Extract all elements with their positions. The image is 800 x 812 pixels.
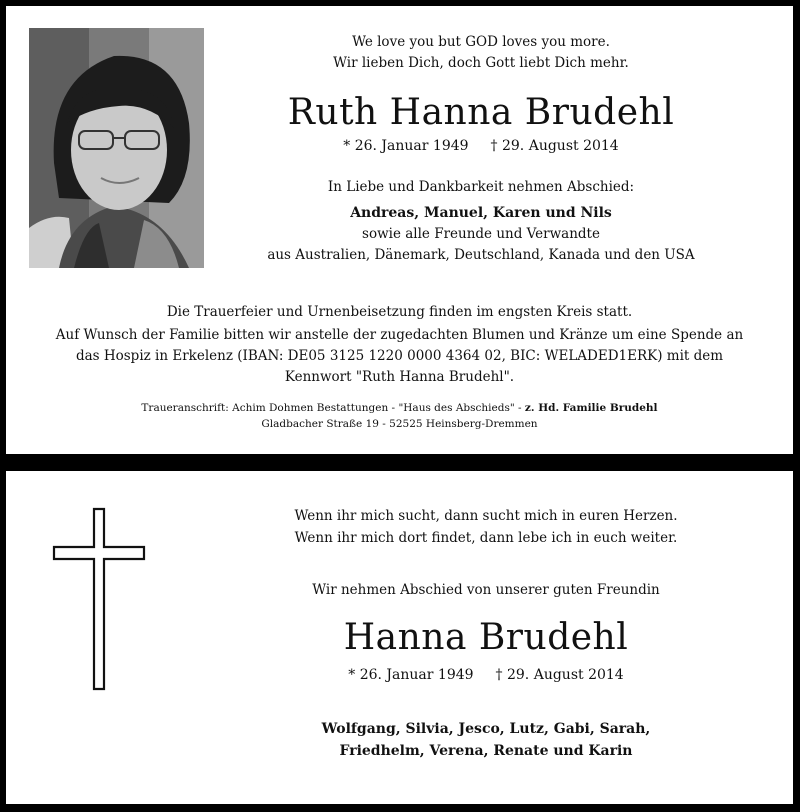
donation-request bbox=[6, 325, 793, 388]
death-date: † 29. August 2014 bbox=[495, 667, 624, 683]
address-line-2: Gladbacher Straße 19 - 52525 Heinsberg-Dremmen bbox=[261, 418, 538, 430]
farewell-intro: Wir nehmen Abschied von unserer guten Freundin bbox=[312, 582, 660, 598]
donation-line: das Hospiz in Erkelenz (IBAN: DE05 3125 1220 0000 4364 02, BIC: WELADED1ERK) mit dem bbox=[75, 348, 724, 364]
address-prefix: Traueranschrift: Achim Dohmen Bestattungen - "Haus des Abschieds" - bbox=[141, 402, 525, 414]
quote-line: Wenn ihr mich dort findet, dann lebe ich in euch weiter. bbox=[294, 530, 678, 546]
birth-date: * 26. Januar 1949 bbox=[348, 667, 474, 683]
death-date: † 29. August 2014 bbox=[490, 138, 619, 154]
obituary-notice-ruth-hanna-brudehl bbox=[6, 6, 793, 454]
cross-icon bbox=[52, 507, 146, 691]
address-line-1 bbox=[6, 400, 793, 416]
obituary-notice-hanna-brudehl bbox=[6, 471, 793, 804]
deceased-name: Hanna Brudehl bbox=[343, 617, 629, 658]
family-names: Andreas, Manuel, Karen und Nils bbox=[350, 205, 612, 221]
farewell-intro: In Liebe und Dankbarkeit nehmen Abschied: bbox=[327, 179, 635, 195]
address-recipient: z. Hd. Familie Brudehl bbox=[524, 402, 658, 414]
friends-line: Wolfgang, Silvia, Jesco, Lutz, Gabi, Sarah, bbox=[321, 721, 651, 737]
life-dates bbox=[216, 665, 756, 685]
motto-line: Wir lieben Dich, doch Gott liebt Dich mehr. bbox=[333, 55, 629, 71]
quote-block bbox=[216, 505, 756, 549]
relatives-line: sowie alle Freunde und Verwandte bbox=[362, 226, 600, 242]
funeral-service-info: Die Trauerfeier und Urnenbeisetzung finden im engsten Kreis statt. bbox=[166, 304, 633, 320]
friends-names bbox=[216, 718, 756, 762]
friends-line: Friedhelm, Verena, Renate und Karin bbox=[339, 743, 633, 759]
motto-line: We love you but GOD loves you more. bbox=[352, 34, 610, 50]
donation-line: Kennwort "Ruth Hanna Brudehl". bbox=[284, 369, 515, 385]
life-dates bbox=[256, 136, 706, 156]
donation-line: Auf Wunsch der Familie bitten wir anstelle der zugedachten Blumen und Kränze um eine Spende an bbox=[55, 327, 744, 343]
quote-line: Wenn ihr mich sucht, dann sucht mich in euren Herzen. bbox=[294, 508, 678, 524]
birth-date: * 26. Januar 1949 bbox=[343, 138, 469, 154]
motto-block bbox=[256, 32, 706, 74]
deceased-name: Ruth Hanna Brudehl bbox=[287, 92, 675, 133]
countries-line: aus Australien, Dänemark, Deutschland, Kanada und den USA bbox=[267, 247, 695, 263]
portrait-photo bbox=[29, 28, 204, 268]
mourning-address bbox=[6, 400, 793, 432]
